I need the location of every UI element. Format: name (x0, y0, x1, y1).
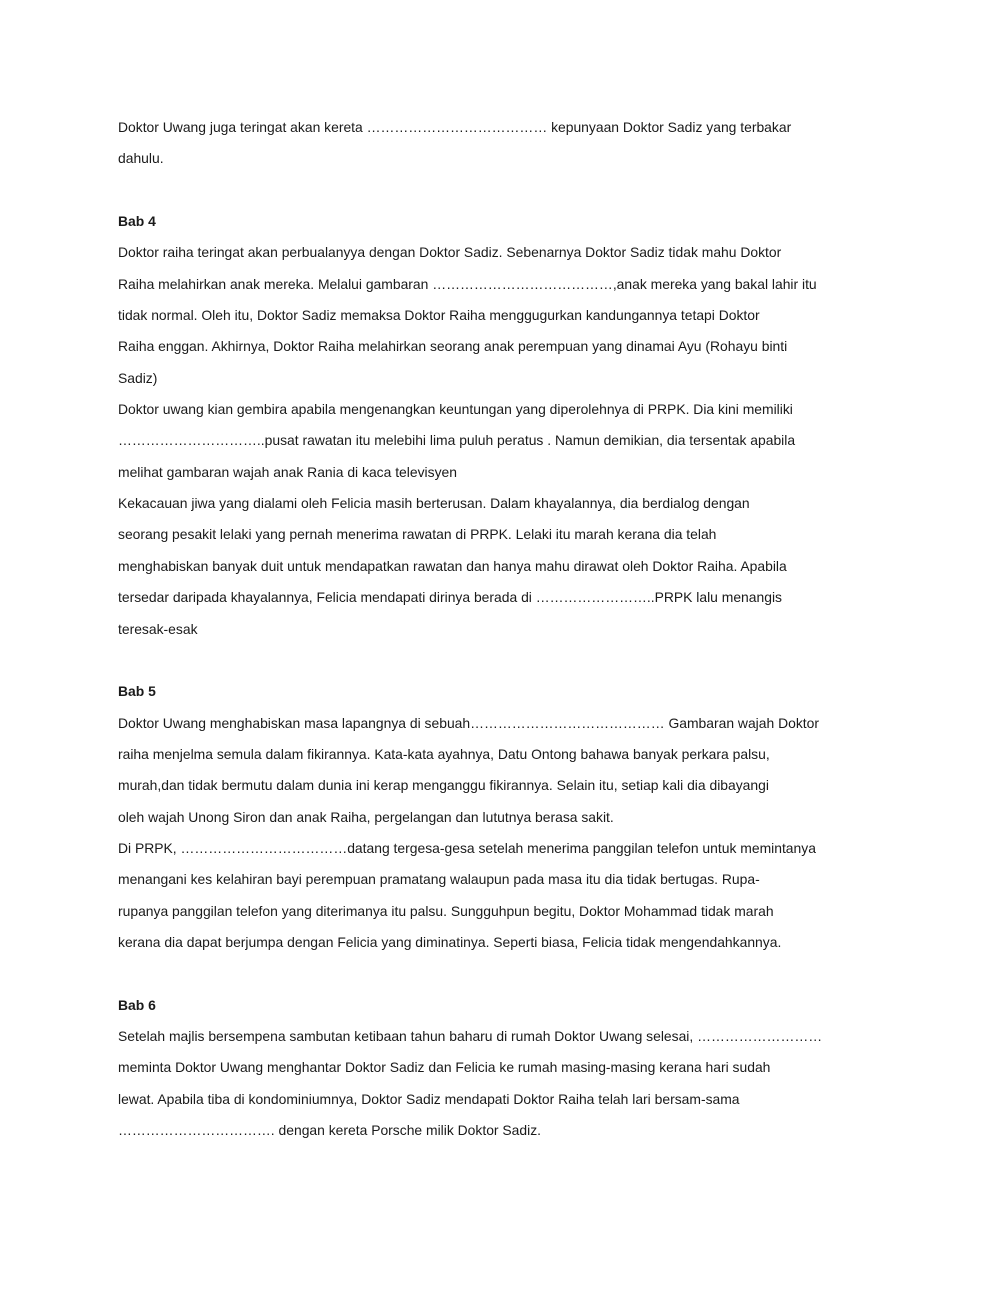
text-line: teresak-esak (118, 620, 198, 637)
text-line: melihat gambaran wajah anak Rania di kaca televisyen (118, 463, 457, 480)
spacer (118, 175, 898, 206)
text-line: Sadiz) (118, 369, 158, 386)
text-line: …………………………..pusat rawatan itu melebihi lima puluh peratus . Namun demikian, dia tersentak apabila (118, 432, 796, 449)
text-line: seorang pesakit lelaki yang pernah menerima rawatan di PRPK. Lelaki itu marah kerana dia telah (118, 526, 717, 543)
text-line: Doktor uwang kian gembira apabila mengenangkan keuntungan yang diperolehnya di PRPK. Dia kini memiliki (118, 401, 793, 418)
text-line: Kekacauan jiwa yang dialami oleh Felicia masih berterusan. Dalam khayalannya, dia berdialog dengan (118, 495, 750, 512)
text-line: Raiha melahirkan anak mereka. Melalui gambaran …………………………………,anak mereka yang bakal lahir itu (118, 275, 817, 292)
text-line: kerana dia dapat berjumpa dengan Felicia yang diminatinya. Seperti biasa, Felicia tidak mengendahkannya. (118, 933, 782, 950)
section-bab-6 (118, 990, 898, 1147)
sections (118, 206, 898, 1146)
section-heading: Bab 4 (118, 213, 156, 230)
text-line: Raiha enggan. Akhirnya, Doktor Raiha melahirkan seorang anak perempuan yang dinamai Ayu (Rohayu binti (118, 338, 788, 355)
text-line: menghabiskan banyak duit untuk mendapatkan rawatan dan hanya mahu dirawat oleh Doktor Raiha. Apabila (118, 557, 787, 574)
text-line: murah,dan tidak bermutu dalam dunia ini kerap menganggu fikirannya. Selain itu, setiap kali dia dibayangi (118, 777, 769, 794)
text-line: meminta Doktor Uwang menghantar Doktor Sadiz dan Felicia ke rumah masing-masing kerana hari sudah (118, 1059, 771, 1076)
text-line: Di PRPK, ………………………………datang tergesa-gesa setelah menerima panggilan telefon untuk memintanya (118, 839, 816, 856)
section-bab-4 (118, 206, 898, 645)
text-line: raiha menjelma semula dalam fikirannya. Kata-kata ayahnya, Datu Ontong bahawa banyak perkara palsu, (118, 745, 770, 762)
spacer (118, 958, 898, 989)
text-line: rupanya panggilan telefon yang diterimanya itu palsu. Sungguhpun begitu, Doktor Mohammad tidak marah (118, 902, 774, 919)
section-heading: Bab 5 (118, 683, 156, 700)
document-page (118, 112, 898, 1146)
text-line: oleh wajah Unong Siron dan anak Raiha, pergelangan dan lututnya berasa sakit. (118, 808, 614, 825)
text-line: menangani kes kelahiran bayi perempuan pramatang walaupun pada masa itu dia tidak bertugas. Rupa- (118, 871, 760, 888)
text-line: Doktor raiha teringat akan perbualanyya dengan Doktor Sadiz. Sebenarnya Doktor Sadiz tidak mahu Doktor (118, 244, 782, 261)
text-line: lewat. Apabila tiba di kondominiumnya, Doktor Sadiz mendapati Doktor Raiha telah lari bersam-sama (118, 1090, 740, 1107)
text-line: ……………………………. dengan kereta Porsche milik Doktor Sadiz. (118, 1122, 542, 1138)
text-line: Doktor Uwang juga teringat akan kereta ………………………………… kepunyaan Doktor Sadiz yang terbakar (118, 119, 792, 135)
spacer (118, 645, 898, 676)
text-line: tersedar daripada khayalannya, Felicia mendapati dirinya berada di ……………………..PRPK lalu menangis (118, 589, 782, 606)
section-heading: Bab 6 (118, 996, 156, 1013)
text-line: Setelah majlis bersempena sambutan ketibaan tahun baharu di rumah Doktor Uwang selesai, ……………………… (118, 1027, 823, 1044)
text-line: tidak normal. Oleh itu, Doktor Sadiz memaksa Doktor Raiha menggugurkan kandungannya tetapi Doktor (118, 307, 760, 324)
section-bab-5 (118, 676, 898, 958)
intro-paragraph (118, 112, 898, 175)
text-line: Doktor Uwang menghabiskan masa lapangnya di sebuah…………………………………… Gambaran wajah Doktor (118, 714, 819, 731)
text-line: dahulu. (118, 150, 164, 167)
